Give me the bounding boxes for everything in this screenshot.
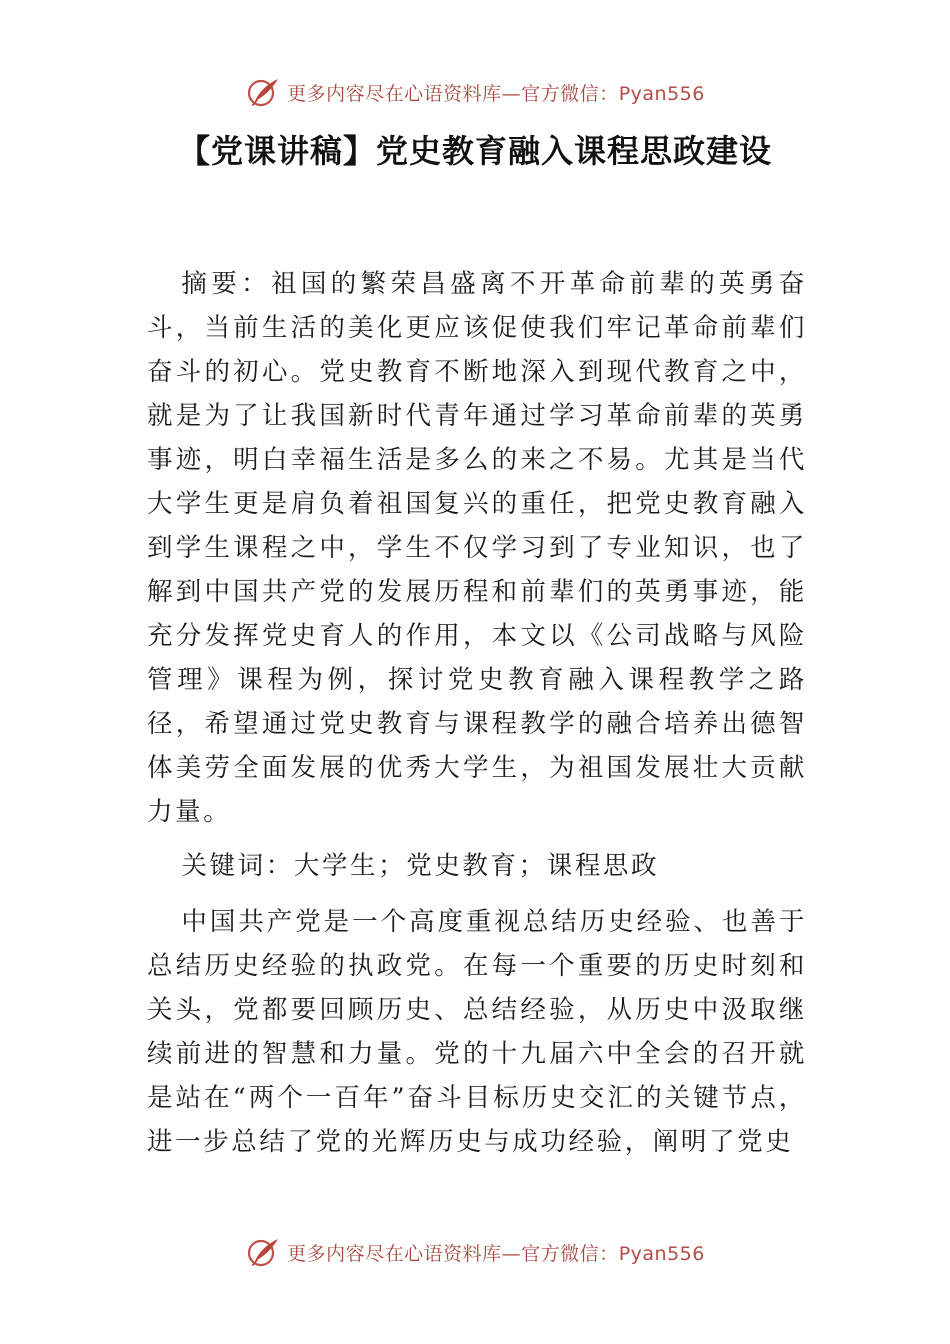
quill-feather-icon [245,1234,281,1270]
watermark-separator: — [501,1242,522,1265]
watermark-id: Pyan556 [618,1242,705,1265]
watermark-text [287,79,705,106]
watermark-brand: 更多内容尽在心语资料库 [287,1242,502,1265]
document-content [147,262,807,1164]
watermark-brand: 更多内容尽在心语资料库 [287,82,502,105]
quill-feather-icon [245,74,281,110]
watermark-contact: 官方微信： [521,1242,619,1265]
footer-watermark [0,1232,950,1272]
abstract-paragraph: 摘要：祖国的繁荣昌盛离不开革命前辈的英勇奋斗，当前生活的美化更应该促使我们牢记革命前辈们奋斗的初心。党史教育不断地深入到现代教育之中，就是为了让我国新时代青年通过学习革命前辈的英勇事迹，明白幸福生活是多么的来之不易。尤其是当代大学生更是肩负着祖国复兴的重任，把党史教育融入到学生课程之中，学生不仅学习到了专业知识，也了解到中国共产党的发展历程和前辈们的英勇事迹，能充分发挥党史育人的作用，本文以《公司战略与风险管理》课程为例，探讨党史教育融入课程教学之路径，希望通过党史教育与课程教学的融合培养出德智体美劳全面发展的优秀大学生，为祖国发展壮大贡献力量。 [147,269,807,827]
watermark-text [287,1239,705,1266]
watermark-separator: — [501,82,522,105]
keywords-paragraph: 关键词：大学生；党史教育；课程思政 [181,851,660,881]
document-title: 【党课讲稿】党史教育融入课程思政建设 [177,132,772,170]
watermark-id: Pyan556 [618,82,705,105]
header-watermark [0,72,950,112]
body-paragraph: 中国共产党是一个高度重视总结历史经验、也善于总结历史经验的执政党。在每一个重要的历史时刻和关头，党都要回顾历史、总结经验，从历史中汲取继续前进的智慧和力量。党的十九届六中全会的召开就是站在“两个一百年”奋斗目标历史交汇的关键节点，进一步总结了党的光辉历史与成功经验，阐明了党史 [147,907,807,1157]
watermark-contact: 官方微信： [521,82,619,105]
